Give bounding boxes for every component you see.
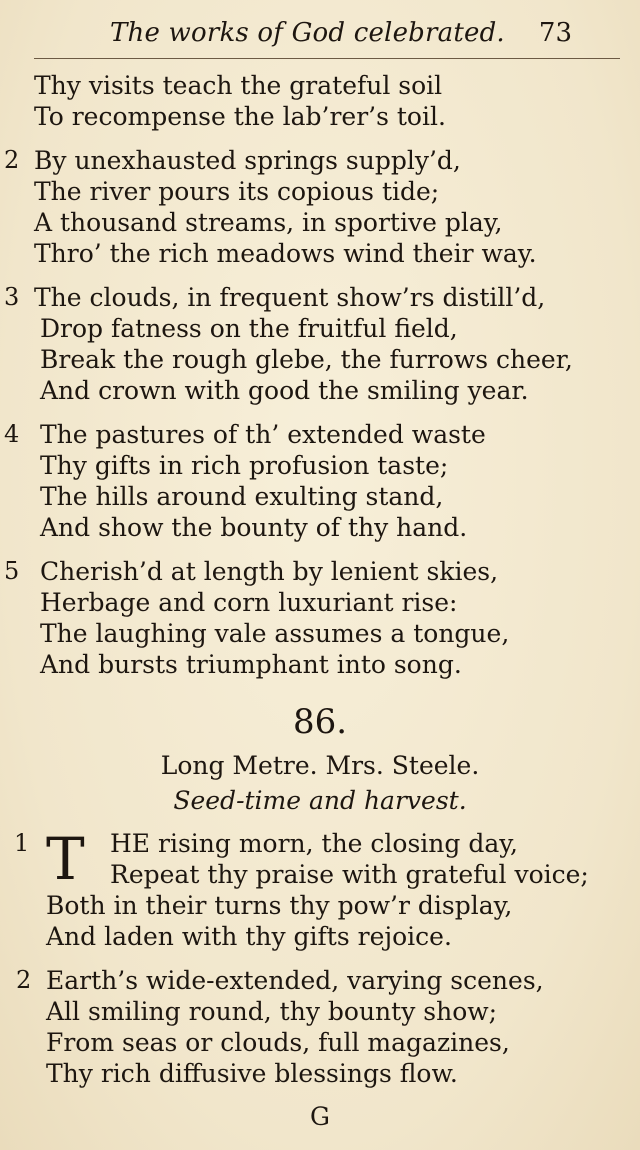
stanza-line: The river pours its copious tide; [34, 177, 440, 206]
stanza-line: To recompense the lab’rer’s toil. [34, 102, 446, 131]
header-rule [34, 58, 620, 59]
stanza-line: And crown with good the smiling year. [40, 376, 529, 405]
stanza-line: The hills around exulting stand, [40, 482, 444, 511]
stanza-line: The laughing vale assumes a tongue, [40, 619, 510, 648]
stanza-line: Thy gifts in rich profusion taste; [40, 451, 449, 480]
stanza-line: From seas or clouds, full magazines, [46, 1028, 510, 1057]
stanza-line: Thy rich diffusive blessings flow. [46, 1059, 458, 1088]
stanza-line: Cherish’d at length by lenient skies, [40, 557, 499, 586]
stanza-4 [0, 419, 640, 543]
page-number: 73 [538, 18, 572, 48]
stanza-number: 2 [16, 966, 32, 994]
page-header [110, 18, 572, 54]
stanza-line: And bursts triumphant into song. [40, 650, 462, 679]
hymn-stanza-2 [0, 965, 640, 1089]
stanza-number: 1 [14, 829, 30, 857]
signature-mark: G [310, 1102, 330, 1131]
stanza-number: 2 [4, 146, 20, 174]
stanza-2 [0, 145, 640, 269]
stanza-line: Drop fatness on the fruitful field, [40, 314, 458, 343]
stanza-line: Earth’s wide-extended, varying scenes, [46, 966, 544, 995]
running-title: The works of God celebrated. [110, 18, 505, 48]
stanza-number: 5 [4, 557, 20, 585]
hymn-meter-author: Long Metre. Mrs. Steele. [160, 751, 480, 780]
stanza-line: By unexhausted springs supply’d, [34, 146, 461, 175]
stanza-line: The clouds, in frequent show’rs distill’d, [34, 283, 546, 312]
stanza-line: Break the rough glebe, the furrows cheer, [40, 345, 573, 374]
stanza-line: HE rising morn, the closing day, [110, 829, 518, 858]
stanza-number: 4 [4, 420, 20, 448]
stanza-line: Herbage and corn luxuriant rise: [40, 588, 458, 617]
stanza-line: Thy visits teach the grateful soil [34, 71, 443, 100]
stanza-line: A thousand streams, in sportive play, [34, 208, 503, 237]
hymn-stanza-1 [0, 825, 640, 952]
hymn-subtitle: Seed-time and harvest. [173, 786, 467, 815]
stanza-line: And laden with thy gifts rejoice. [46, 922, 452, 951]
stanza-line: Thro’ the rich meadows wind their way. [34, 239, 537, 268]
stanza-number: 3 [4, 283, 20, 311]
stanza-line: And show the bounty of thy hand. [40, 513, 468, 542]
page-content [0, 70, 640, 1132]
hymn-number: 86. [292, 702, 348, 742]
drop-cap: T [46, 825, 85, 893]
stanza-continuation [0, 70, 640, 132]
stanza-line: Both in their turns thy pow’r display, [46, 891, 513, 920]
stanza-line: Repeat thy praise with grateful voice; [110, 860, 589, 889]
stanza-3 [0, 282, 640, 406]
stanza-line: All smiling round, thy bounty show; [46, 997, 498, 1026]
stanza-line: The pastures of th’ extended waste [40, 420, 486, 449]
stanza-5 [0, 556, 640, 680]
